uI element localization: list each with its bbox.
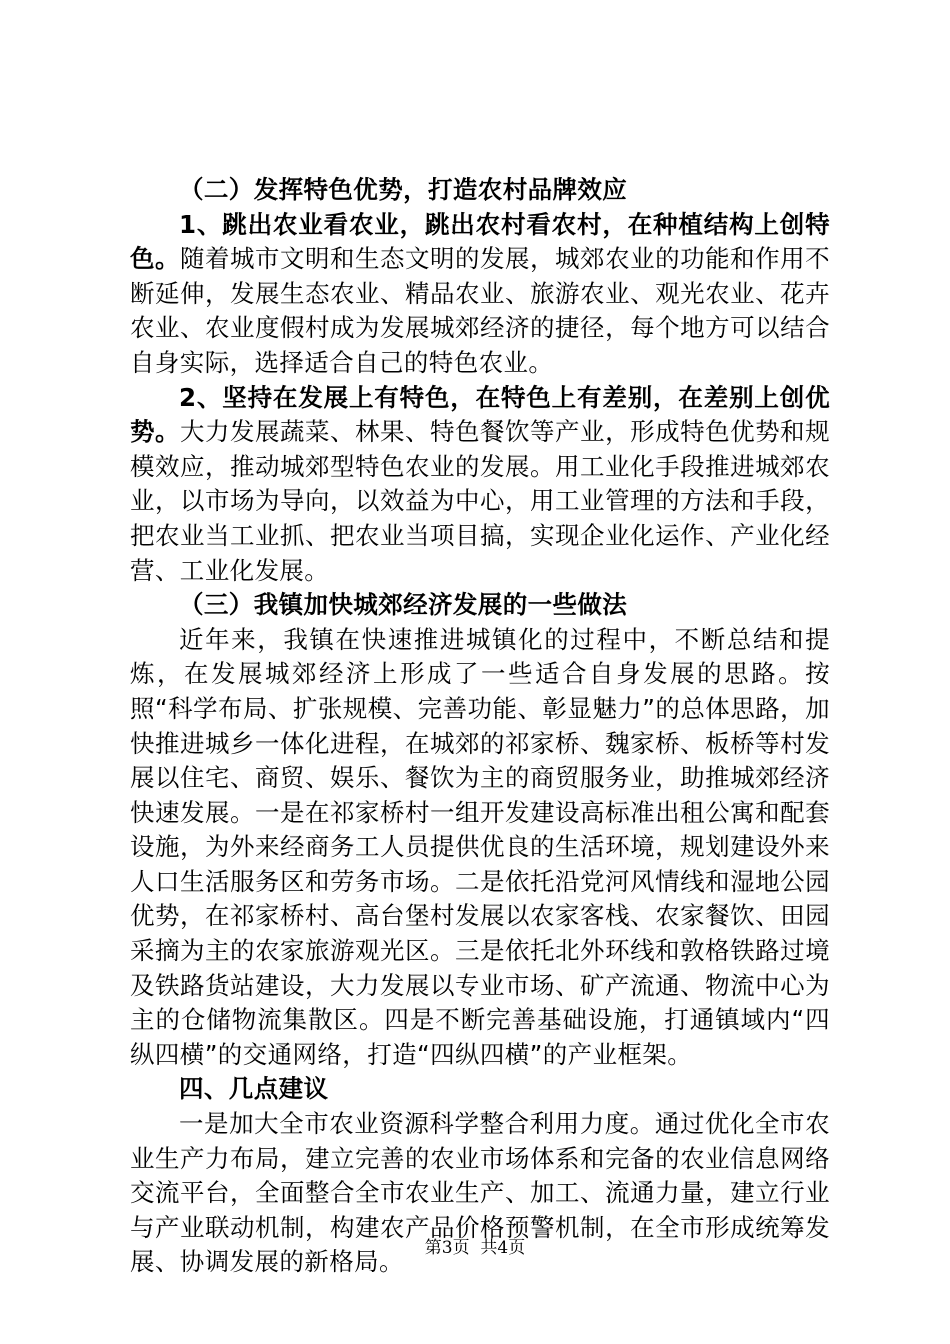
page-number-label: 第3页 共4页 [424,1238,526,1258]
paragraph-1 [130,208,830,381]
paragraph-2-body: 大力发展蔬菜、林果、特色餐饮等产业，形成特色优势和规模效应，推动城郊型特色农业的发展。用工业化手段推进城郊农业，以市场为导向，以效益为中心，用工业管理的方法和手段，把农业当工业抓、把农业当项目搞，实现企业化运作、产业化经营、工业化发展。 [130,417,830,585]
section-4-heading: 四、几点建议 [179,1074,329,1104]
paragraph-2-lead: 2、坚持在发展上有特色，在特色上有差别，在差别上创优势。 [130,382,830,447]
section-3-heading: （三）我镇加快城郊经济发展的一些做法 [179,590,628,620]
section-2-heading: （二）发挥特色优势，打造农村品牌效应 [179,175,628,204]
document-body [130,173,830,1280]
page-footer [0,1236,950,1260]
paragraph-1-lead: 1、跳出农业看农业，跳出农村看农村，在种植结构上创特色。 [130,209,830,274]
paragraph-1-body: 随着城市文明和生态文明的发展，城郊农业的功能和作用不断延伸，发展生态农业、精品农业、旅游农业、观光农业、花卉农业、农业度假村成为发展城郊经济的捷径，每个地方可以结合自身实际，选择适合自己的特色农业。 [130,244,830,377]
paragraph-2 [130,381,830,589]
paragraph-3: 近年来，我镇在快速推进城镇化的过程中，不断总结和提炼，在发展城郊经济上形成了一些适合自身发展的思路。按照“科学布局、扩张规模、完善功能、彰显魅力”的总体思路，加快推进城乡一体化进程，在城郊的祁家桥、魏家桥、板桥等村发展以住宅、商贸、娱乐、餐饮为主的商贸服务业，助推城郊经济快速发展。一是在祁家桥村一组开发建设高标准出租公寓和配套设施，为外来经商务工人员提供优良的生活环境，规划建设外来人口生活服务区和劳务市场。二是依托沿党河风情线和湿地公园优势，在祁家桥村、高台堡村发展以农家客栈、农家餐饮、田园采摘为主的农家旅游观光区。三是依托北外环线和敦格铁路过境及铁路货站建设，大力发展以专业市场、矿产流通、物流中心为主的仓储物流集散区。四是不断完善基础设施，打通镇域内“四纵四横”的交通网络，打造“四纵四横”的产业框架。 [130,624,830,1069]
paragraph-4: 一是加大全市农业资源科学整合利用力度。通过优化全市农业生产力布局，建立完善的农业市场体系和完备的农业信息网络交流平台，全面整合全市农业生产、加工、流通力量，建立行业与产业联动机制，构建农产品价格预警机制，在全市形成统筹发展、协调发展的新格局。 [130,1109,830,1277]
